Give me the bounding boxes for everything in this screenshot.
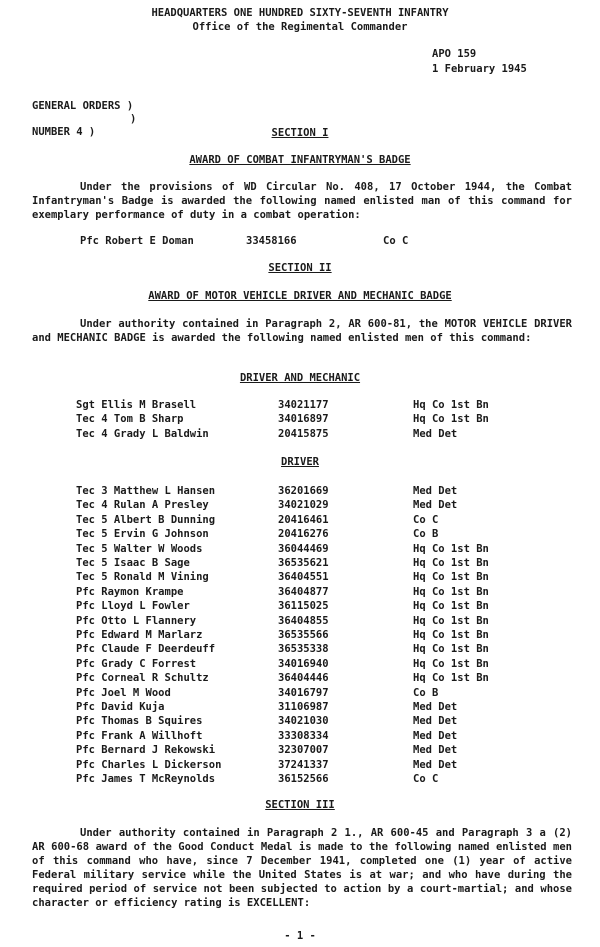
headquarters-line: HEADQUARTERS ONE HUNDRED SIXTY-SEVENTH INFANTRY: [151, 7, 449, 19]
unit-assignment: Hq Co 1st Bn: [413, 629, 489, 641]
unit-assignment: Hq Co 1st Bn: [413, 614, 489, 627]
driver-mechanic-heading: DRIVER AND MECHANIC: [239, 372, 361, 384]
unit-assignment: Med Det: [413, 729, 458, 742]
unit-assignment: Hq Co 1st Bn: [413, 557, 489, 569]
serial-number: 34021177: [278, 399, 329, 411]
roster-row: [0, 570, 600, 584]
serial-number: 36201669: [278, 485, 329, 497]
recipient-name: Pfc Robert E Doman: [80, 235, 194, 247]
unit-assignment: Med Det: [413, 485, 458, 497]
page-number: - 1 -: [284, 930, 316, 942]
unit-assignment: Co C: [413, 773, 439, 785]
roster-row: [0, 542, 600, 556]
soldier-name: Tec 5 Walter W Woods: [76, 542, 203, 555]
orders-bracket: ): [130, 113, 137, 125]
general-orders-label: GENERAL ORDERS ): [32, 100, 134, 112]
roster-row: [0, 427, 600, 441]
unit-assignment: Med Det: [413, 427, 458, 440]
orders-number: NUMBER 4 ): [32, 126, 96, 138]
soldier-name: Pfc Frank A Willhoft: [76, 729, 203, 742]
unit-assignment: Med Det: [413, 715, 458, 728]
soldier-name: Tec 5 Albert B Dunning: [76, 513, 216, 526]
soldier-name: Pfc Grady C Forrest: [76, 657, 197, 670]
roster-row: [0, 599, 600, 613]
roster-row: [0, 513, 600, 527]
roster-row: [0, 527, 600, 541]
soldier-name: Pfc James T McReynolds: [76, 773, 216, 785]
serial-number: 36404551: [278, 571, 329, 584]
serial-number: 34016940: [278, 657, 329, 670]
soldier-name: Pfc Otto L Flannery: [76, 614, 197, 627]
section-3-title: SECTION III: [265, 799, 335, 811]
unit-assignment: Hq Co 1st Bn: [413, 672, 489, 685]
unit-assignment: Med Det: [413, 701, 458, 713]
serial-number: 37241337: [278, 758, 329, 771]
serial-number: 36535621: [278, 557, 329, 569]
unit-assignment: Med Det: [413, 744, 458, 757]
roster-row: [0, 729, 600, 743]
serial-number: 36044469: [278, 542, 329, 555]
unit-assignment: Med Det: [413, 499, 458, 512]
soldier-name: Pfc Corneal R Schultz: [76, 672, 209, 685]
soldier-name: Tec 4 Tom B Sharp: [76, 413, 184, 426]
section-3-paragraph: Under authority contained in Paragraph 2 1., AR 600-45 and Paragraph 3 a (2) AR 600-68 award of the Good Conduct Medal is made to the following named enlisted men of this command who have, since 7 December 1941, completed one (1) year of active Federal military service while the United States is at war; and who have during the required period of service not been subjected to action by a court-martial; and whose character or efficiency rating is EXCELLENT:: [32, 827, 572, 909]
serial-number: 36404855: [278, 614, 329, 627]
driver-heading: DRIVER: [281, 456, 319, 468]
roster-row: [0, 772, 600, 786]
unit-assignment: Hq Co 1st Bn: [413, 600, 489, 613]
serial-number: 20416461: [278, 513, 329, 526]
section-2-subtitle: AWARD OF MOTOR VEHICLE DRIVER AND MECHANIC BADGE: [148, 290, 452, 302]
serial-number: 20415875: [278, 427, 329, 440]
soldier-name: Tec 4 Rulan A Presley: [76, 499, 209, 512]
unit-assignment: Hq Co 1st Bn: [413, 585, 489, 598]
roster-row: [0, 758, 600, 772]
roster-row: [0, 671, 600, 685]
recipient-unit: Co C: [383, 235, 409, 247]
unit-assignment: Med Det: [413, 758, 458, 771]
soldier-name: Pfc Claude F Deerdeuff: [76, 643, 216, 656]
soldier-name: Tec 5 Isaac B Sage: [76, 557, 190, 569]
soldier-name: Pfc Thomas B Squires: [76, 715, 203, 728]
roster-row: [0, 585, 600, 599]
soldier-name: Pfc Joel M Wood: [76, 686, 171, 699]
soldier-name: Pfc Charles L Dickerson: [76, 758, 222, 771]
soldier-name: Tec 5 Ronald M Vining: [76, 571, 209, 584]
section-1-recipient: [0, 234, 600, 248]
soldier-name: Pfc David Kuja: [76, 701, 165, 713]
soldier-name: Pfc Lloyd L Fowler: [76, 600, 190, 613]
serial-number: 36404446: [278, 672, 329, 685]
serial-number: 36404877: [278, 585, 329, 598]
roster-row: [0, 657, 600, 671]
serial-number: 33308334: [278, 729, 329, 742]
unit-assignment: Hq Co 1st Bn: [413, 643, 489, 656]
serial-number: 36535338: [278, 643, 329, 656]
recipient-number: 33458166: [246, 235, 297, 247]
section-2-title: SECTION II: [268, 262, 332, 274]
unit-assignment: Co B: [413, 528, 439, 541]
roster-row: [0, 484, 600, 498]
serial-number: 36115025: [278, 600, 329, 613]
roster-row: [0, 743, 600, 757]
section-1-paragraph: Under the provisions of WD Circular No. 408, 17 October 1944, the Combat Infantryman's Badge is awarded the following named enlisted man of this command for exemplary performance of duty in a combat operation:: [32, 181, 572, 221]
unit-assignment: Co B: [413, 686, 439, 699]
unit-assignment: Hq Co 1st Bn: [413, 542, 489, 555]
unit-assignment: Hq Co 1st Bn: [413, 657, 489, 670]
roster-row: [0, 556, 600, 570]
soldier-name: Pfc Bernard J Rekowski: [76, 744, 216, 757]
roster-row: [0, 628, 600, 642]
section-1-subtitle: AWARD OF COMBAT INFANTRYMAN'S BADGE: [189, 154, 411, 166]
serial-number: 31106987: [278, 701, 329, 713]
unit-assignment: Hq Co 1st Bn: [413, 399, 489, 411]
roster-row: [0, 642, 600, 656]
serial-number: 34016897: [278, 413, 329, 426]
roster-row: [0, 714, 600, 728]
soldier-name: Pfc Edward M Marlarz: [76, 629, 203, 641]
serial-number: 36152566: [278, 773, 329, 785]
soldier-name: Tec 3 Matthew L Hansen: [76, 485, 216, 497]
serial-number: 34021030: [278, 715, 329, 728]
unit-assignment: Co C: [413, 513, 439, 526]
roster-row: [0, 614, 600, 628]
serial-number: 34016797: [278, 686, 329, 699]
soldier-name: Tec 5 Ervin G Johnson: [76, 528, 209, 541]
soldier-name: Tec 4 Grady L Baldwin: [76, 427, 209, 440]
roster-row: [0, 700, 600, 714]
section-1-title: SECTION I: [271, 127, 329, 139]
roster-row: [0, 398, 600, 412]
unit-assignment: Hq Co 1st Bn: [413, 413, 489, 426]
order-date: 1 February 1945: [432, 63, 527, 75]
soldier-name: Pfc Raymon Krampe: [76, 585, 184, 598]
unit-assignment: Hq Co 1st Bn: [413, 571, 489, 584]
section-2-paragraph: Under authority contained in Paragraph 2, AR 600-81, the MOTOR VEHICLE DRIVER and MECHANIC BADGE is awarded the following named enlisted men of this command:: [32, 318, 572, 344]
serial-number: 36535566: [278, 629, 329, 641]
soldier-name: Sgt Ellis M Brasell: [76, 399, 197, 411]
roster-row: [0, 686, 600, 700]
office-line: Office of the Regimental Commander: [192, 21, 408, 33]
apo-number: APO 159: [432, 48, 477, 60]
roster-row: [0, 498, 600, 512]
serial-number: 32307007: [278, 744, 329, 757]
roster-row: [0, 412, 600, 426]
serial-number: 34021029: [278, 499, 329, 512]
serial-number: 20416276: [278, 528, 329, 541]
